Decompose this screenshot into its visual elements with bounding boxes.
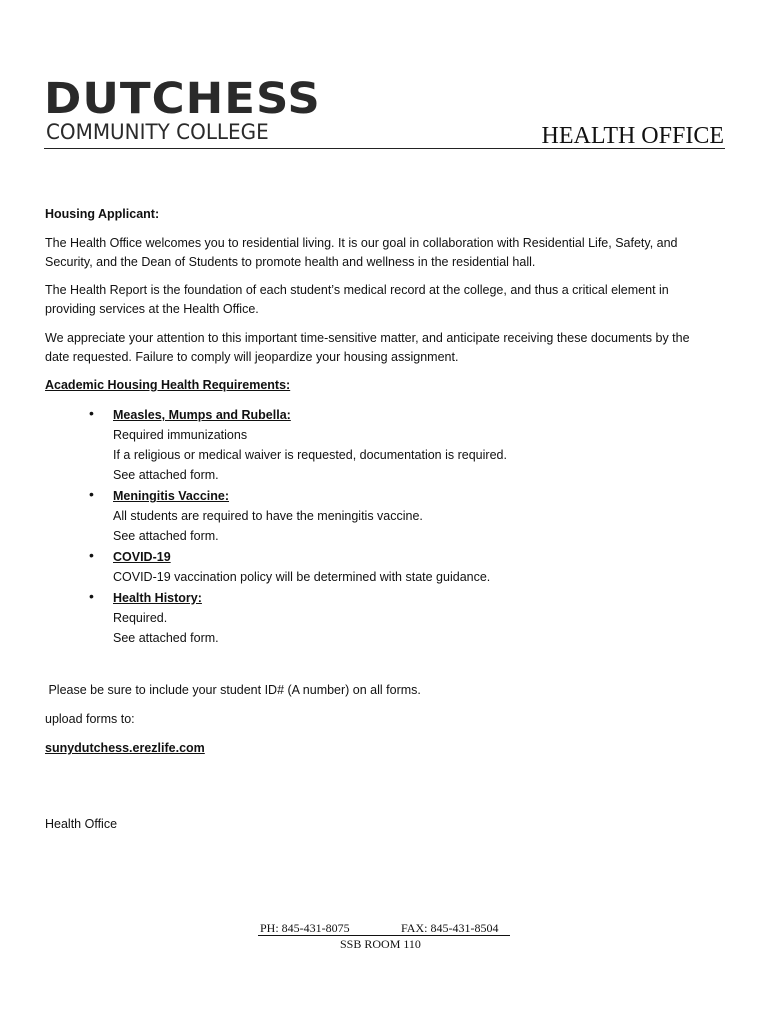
footer-phone: PH: 845-431-8075 (260, 921, 350, 935)
bullet-icon: • (89, 486, 94, 502)
upload-link[interactable]: sunydutchess.erezlife.com (45, 741, 205, 755)
requirements-heading: Academic Housing Health Requirements: (45, 378, 291, 392)
requirement-line: Required immunizations (113, 428, 248, 442)
requirement-title: Measles, Mumps and Rubella: (113, 408, 291, 422)
requirement-line: All students are required to have the meningitis vaccine. (113, 509, 423, 523)
bullet-icon: • (89, 547, 94, 563)
requirement-line: See attached form. (113, 468, 219, 482)
paragraph-deadline-line-1: We appreciate your attention to this important time-sensitive matter, and anticipate receiving these documents by the (45, 331, 690, 345)
requirement-line: See attached form. (113, 529, 219, 543)
requirement-line: COVID-19 vaccination policy will be determined with state guidance. (113, 570, 491, 584)
bullet-icon: • (89, 588, 94, 604)
requirement-line: See attached form. (113, 631, 219, 645)
paragraph-deadline (45, 329, 725, 367)
header-divider (44, 148, 725, 149)
paragraph-welcome (45, 234, 725, 272)
requirement-title: Health History: (113, 591, 202, 605)
student-id-reminder: Please be sure to include your student ID# (A number) on all forms. (45, 683, 421, 697)
requirement-line: If a religious or medical waiver is requested, documentation is required. (113, 448, 507, 462)
bullet-icon: • (89, 405, 94, 421)
paragraph-health-report-line-1: The Health Report is the foundation of each student’s medical record at the college, and thus a critical element in (45, 283, 669, 297)
college-logo-wordmark: DUTCHESS (44, 73, 321, 124)
paragraph-health-report-line-2: providing services at the Health Office. (45, 302, 259, 316)
requirement-title: Meningitis Vaccine: (113, 489, 230, 503)
paragraph-deadline-line-2: date requested. Failure to comply will jeopardize your housing assignment. (45, 350, 459, 364)
paragraph-health-report (45, 281, 725, 319)
signature: Health Office (45, 817, 118, 831)
footer-fax: FAX: 845-431-8504 (401, 921, 499, 935)
salutation: Housing Applicant: (45, 207, 160, 221)
upload-instruction: upload forms to: (45, 712, 135, 726)
paragraph-welcome-line-2: Security, and the Dean of Students to promote health and wellness in the residential hall. (45, 255, 536, 269)
requirement-covid (113, 548, 490, 587)
requirement-line: Required. (113, 611, 168, 625)
paragraph-welcome-line-1: The Health Office welcomes you to residential living. It is our goal in collaboration with Residential Life, Safety, and (45, 236, 678, 250)
college-logo-subtitle: COMMUNITY COLLEGE (46, 120, 269, 144)
footer-room: SSB ROOM 110 (340, 937, 421, 951)
requirement-mmr (113, 406, 507, 485)
office-title: HEALTH OFFICE (541, 123, 724, 149)
requirement-title: COVID-19 (113, 550, 171, 564)
footer-divider (258, 935, 510, 936)
requirement-health-history (113, 589, 219, 648)
requirement-meningitis (113, 487, 423, 546)
